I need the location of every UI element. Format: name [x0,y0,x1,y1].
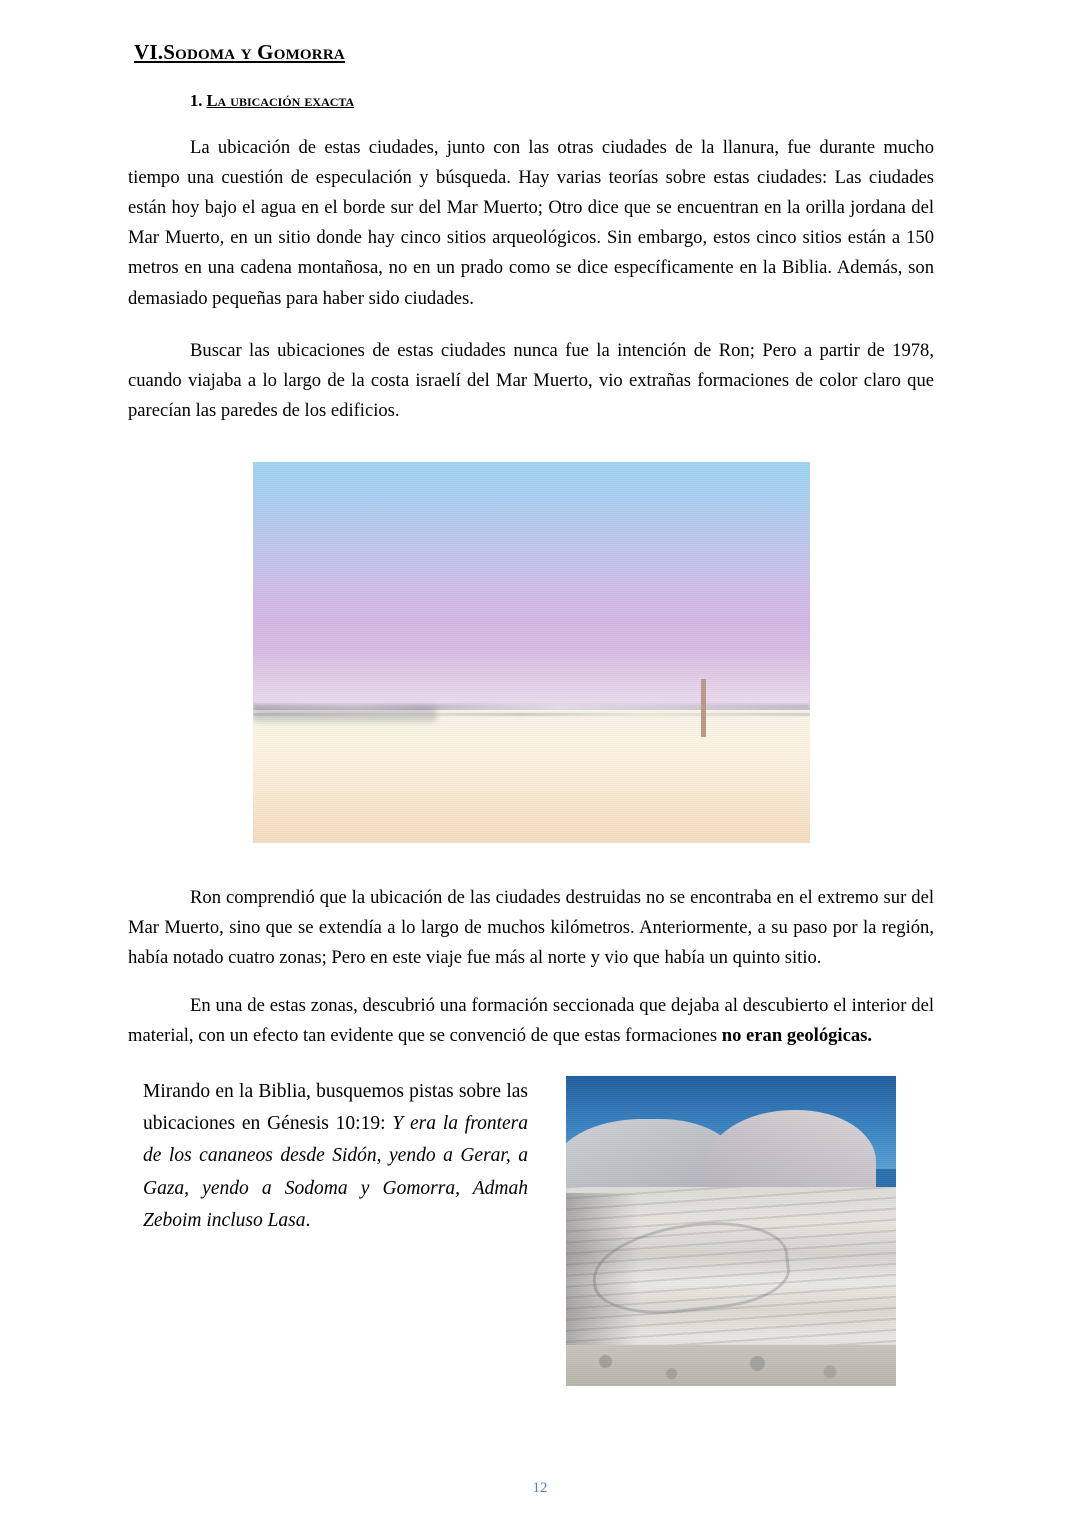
paragraph-1: La ubicación de estas ciudades, junto con las otras ciudades de la llanura, fue durante mucho tiempo una cuestión de especulación y búsqueda. Hay varias teorías sobre estas ciudades: Las ciudades están hoy bajo el agua en el borde sur del Mar Muerto; Otro dice que se encuentran en la orilla jordana del Mar Muerto, en un sitio donde hay cinco sitios arqueológicos. Sin embargo, estos cinco sitios están a 150 metros en una cadena montañosa, no en un prado como se dice específicamente en la Biblia. Además, son demasiado pequeñas para haber sido ciudades. [128,136,934,309]
desert-horizon-photo [253,462,810,843]
chapter-number: VI. [134,40,164,64]
section-title-text: La ubicación exacta [206,91,355,111]
rock-formation-photo [566,1076,896,1386]
page-number: 12 [532,1480,548,1496]
verse-intro: Mirando en la Biblia, busquemos pistas sobre las ubicaciones en Génesis 10:19: [143,1080,528,1134]
verse-trailing: . [305,1209,311,1231]
paragraph-4-bold: no eran geológicas. [721,1025,873,1047]
section-number: 1. [190,91,207,111]
paragraph-4-lead: En una de estas zonas, descubrió una formación seccionada que dejaba al descubierto el interior del material, con un efecto tan evidente que se convenció de que estas formaciones [128,995,934,1047]
verse-and-figure-block [128,1076,934,1386]
photo-ground [253,710,810,843]
photo-marker-post [701,679,706,737]
paragraph-3: Ron comprendió que la ubicación de las ciudades destruidas no se encontraba en el extremo sur del Mar Muerto, sino que se extendía a lo largo de muchos kilómetros. Anteriormente, a su paso por la región, había notado cuatro zonas; Pero en este viaje fue más al norte y vio que había un quinto sitio. [128,886,934,969]
page-content [128,40,934,1386]
rock-photo-grain-overlay [566,1076,896,1386]
chapter-heading [134,40,934,65]
chapter-title-text: Sodoma y Gomorra [163,40,345,64]
section-heading [190,91,934,111]
verse-column [128,1076,528,1238]
paragraph-4 [128,991,934,1051]
verse-paragraph [143,1076,528,1238]
figure-desert [128,462,934,843]
photo-distant-formations [253,706,437,722]
paragraph-2: Buscar las ubicaciones de estas ciudades nunca fue la intención de Ron; Pero a partir de 1978, cuando viajaba a lo largo de la costa israelí del Mar Muerto, vio extrañas formaciones de color claro que parecían las paredes de los edificios. [128,339,934,421]
verse-quote: Y era la frontera de los cananeos desde Sidón, yendo a Gerar, a Gaza, yendo a Sodoma y Gomorra, Admah Zeboim incluso Lasa [143,1112,528,1231]
rock-figure-column [566,1076,896,1386]
